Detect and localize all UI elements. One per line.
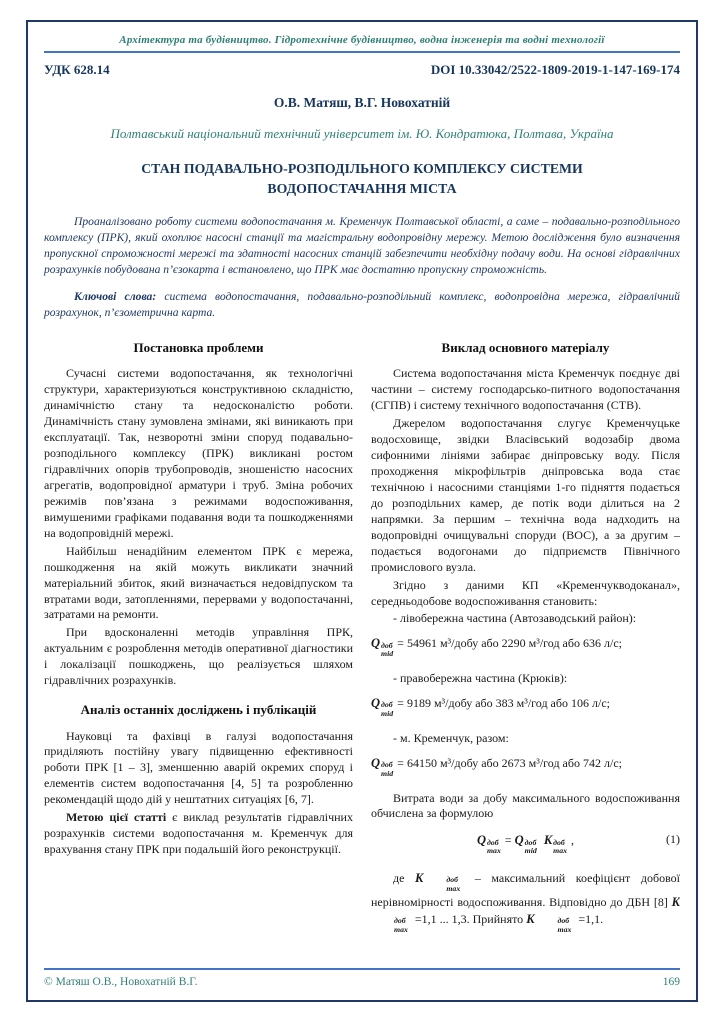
formula-stacked-subscript [381, 701, 393, 718]
formula-stacked-subscript [381, 761, 393, 778]
article-title [44, 159, 680, 199]
section-heading-problem: Постановка проблеми [133, 339, 264, 355]
formula-subscript-bottom: mid [381, 649, 394, 659]
list-item: - м. Кременчук, разом: [393, 730, 509, 745]
formula-right-bank [371, 695, 680, 719]
authors-line: О.В. Матяш, В.Г. Новохатній [273, 95, 451, 110]
footer-page-number: 169 [662, 976, 680, 988]
page-frame [26, 20, 698, 1002]
footer [44, 976, 680, 988]
inline-formula-subscript [536, 917, 572, 934]
footer-copyright: © Матяш О.В., Новохатній В.Г. [44, 976, 198, 988]
formula-subscript-top: доб [381, 640, 393, 650]
paragraph-with-bold-lead [44, 810, 353, 858]
inline-subscript-top: доб [394, 916, 406, 926]
column-left [44, 335, 353, 960]
udk-label: УДК 628.14 [44, 62, 110, 77]
list-item: - лівобережна частина (Автозаводський район): [393, 611, 637, 626]
paragraph-with-inline-formula [371, 870, 680, 934]
paragraph-text: де [393, 871, 416, 886]
formula-subscript-top: доб [381, 700, 393, 710]
inline-subscript-bottom: max [394, 924, 408, 934]
paragraph: Система водопостачання міста Кременчук поєднує дві частини – систему господарсько-питного водопостачання (СГПВ) і систему технічного водопостачання (СТВ). [371, 366, 680, 413]
inline-subscript-top: доб [446, 875, 459, 885]
paragraph-text: =1,1 ... 1,3. Прийнято [411, 911, 527, 926]
inline-formula-subscript [372, 917, 408, 934]
equation-subscript-top: доб [553, 837, 565, 847]
equation-equals: = [504, 833, 512, 848]
paragraph: Найбільш ненадійним елементом ПРК є мережа, пошкодження на якій можуть викликати значний матеріальний збиток, який визначається недовідпуском та втратами води, затопленнями, перервами у водопостачанні, затратами на ремонти. [44, 543, 353, 622]
formula-rhs: = 9189 м³/добу або 383 м³/год або 106 л/с; [397, 696, 610, 711]
keywords-line [44, 289, 680, 321]
inline-formula-symbol: K [526, 911, 535, 926]
paragraph-text: – максимальний коефіцієнт добової нерівномірності водоспоживання. Відповідно до ДБН [8] [371, 871, 680, 909]
equation-subscript-top: доб [524, 837, 537, 847]
paragraph: Сучасні системи водопостачання, як технологічні структури, характеризуються конструктивною складністю, динамічністю стану та недосконалістю роботи. Динамічність стану зумовлена змінами, які виникають при експлуатації. Так, незворотні зміни споруд подавально-розподільного комплексу (ПРК) викликані ростом гідравлічних опорів трубопроводів, зношеністю насосних агрегатів, водопровідної арматури і труб. Зміна робочих режимів пов’язана з режимами водоспоживання, вимушеними графіками подавання води та пошкодженнями на водопровідній мережі. [44, 366, 353, 540]
footer-rule [44, 968, 680, 970]
equation-number: (1) [666, 832, 680, 847]
formula-rhs: = 54961 м³/добу або 2290 м³/год або 636 л/с; [397, 636, 622, 651]
inline-formula-subscript [424, 876, 460, 893]
paragraph-text: =1,1. [575, 911, 604, 926]
column-right [371, 335, 680, 960]
formula-subscript-top: доб [381, 760, 393, 770]
article-title-line2: ВОДОПОСТАЧАННЯ МІСТА [267, 181, 457, 196]
paragraph: Згідно з даними КП «Кременчукводоканал», середньодобове водоспоживання становить: [371, 577, 680, 608]
section-heading-analysis: Аналіз останніх досліджень і публікацій [80, 702, 317, 718]
list-item: - правобережна частина (Крюків): [393, 671, 568, 686]
equation-subscript-bottom: max [486, 846, 501, 856]
paragraph: Джерелом водопостачання слугує Кременчуцьке водосховище, звідки Власівський водозабір двома сифонними лініями забирає дніпровську воду. Після проходження мікрофільтрів дніпровська вода стає технічною і насосними станціями 1-го підняття подається до розподільних камер, де потік води ділиться на 2 напрямки. За першим – технічна вода надходить на водопровідні очищувальні споруди (ВОС), а за другим – подається водогонами до підприємств Північного промислового вузла. [371, 416, 680, 574]
inline-subscript-bottom: max [557, 924, 572, 934]
formula-stacked-subscript [381, 642, 393, 659]
formula-subscript-bottom: mid [381, 709, 394, 719]
udk-doi-row [44, 62, 680, 78]
formula-left-bank [371, 635, 680, 659]
formula-symbol: Q [371, 696, 381, 711]
keywords-text: система водопостачання, подавально-розподільний комплекс, водопровідна мережа, гідравлічний розрахунок, п’єзометрична карта. [44, 289, 680, 319]
formula-total [371, 755, 680, 779]
equation-symbol: K [543, 833, 553, 848]
equation-subscript-bottom: max [553, 846, 568, 856]
equation-subscript-bottom: mid [524, 846, 537, 856]
inline-subscript-top: доб [557, 916, 570, 926]
paragraph: При вдосконаленні методів управління ПРК, актуальним є розроблення методів оперативної діагностики і локалізації пошкоджень, що реалізується шляхом гідравлічних розрахунків. [44, 625, 353, 688]
doi-label: DOI 10.33042/2522-1809-2019-1-147-169-174 [430, 62, 680, 77]
formula-symbol: Q [371, 636, 381, 651]
equation-1 [371, 832, 680, 856]
equation-stacked-subscript [553, 839, 567, 856]
journal-header: Архітектура та будівництво. Гідротехнічне будівництво, водна інженерія та водні технології [119, 34, 605, 46]
formula-subscript-bottom: mid [381, 768, 394, 778]
keywords-label: Ключові слова: [74, 289, 157, 303]
paragraph: Витрата води за добу максимального водоспоживання обчислена за формулою [371, 790, 680, 821]
equation-symbol: Q [514, 833, 524, 848]
article-title-line1: СТАН ПОДАВАЛЬНО-РОЗПОДІЛЬНОГО КОМПЛЕКСУ СИСТЕМИ [141, 161, 583, 176]
two-column-body [44, 335, 680, 960]
equation-body [476, 833, 575, 856]
paragraph: Науковці та фахівці в галузі водопостачання приділяють постійну увагу підвищенню ефективності роботи ПРК [1 – 3], зменшенню аварій окремих споруд і елементів систем водопостачання [4, 5] та розробленню рекомендацій щодо дій у нештатних ситуаціях [6, 7]. [44, 728, 353, 807]
inline-formula-symbol: K [415, 871, 424, 886]
section-heading-main-material: Виклад основного матеріалу [441, 339, 610, 355]
equation-subscript-top: доб [486, 837, 499, 847]
paragraph-rest: є виклад результатів гідравлічних розрахунків системи водопостачання м. Кременчук для врахування стану ПРК при подальшій його реконструкції. [44, 810, 353, 857]
inline-formula-symbol: K [671, 894, 680, 909]
inline-subscript-bottom: max [446, 884, 461, 894]
header-rule [44, 51, 680, 53]
formula-symbol: Q [371, 755, 381, 770]
abstract-text: Проаналізовано роботу системи водопостачання м. Кременчук Полтавської області, а саме – подавально-розподільного комплексу (ПРК), який охоплює насосні станції та магістральну водопровідну мережу. Метою дослідження було визначення пропускної спроможності мережі та здатності насосних станцій забезпечити необхідну подачу води. На основі гідравлічних розрахунків побудована п’єзокарта і встановлено, що ПРК має достатню пропускну спроможність. [44, 215, 680, 276]
paragraph-bold-lead: Метою цієї статті [66, 810, 167, 825]
equation-symbol: Q [476, 833, 486, 848]
equation-stacked-subscript [487, 839, 501, 856]
affiliation-line: Полтавський національний технічний університет ім. Ю. Кондратюка, Полтава, Україна [110, 126, 614, 141]
equation-stacked-subscript [525, 839, 537, 856]
equation-trailing-comma: , [571, 833, 575, 848]
formula-rhs: = 64150 м³/добу або 2673 м³/год або 742 л/с; [397, 755, 622, 770]
